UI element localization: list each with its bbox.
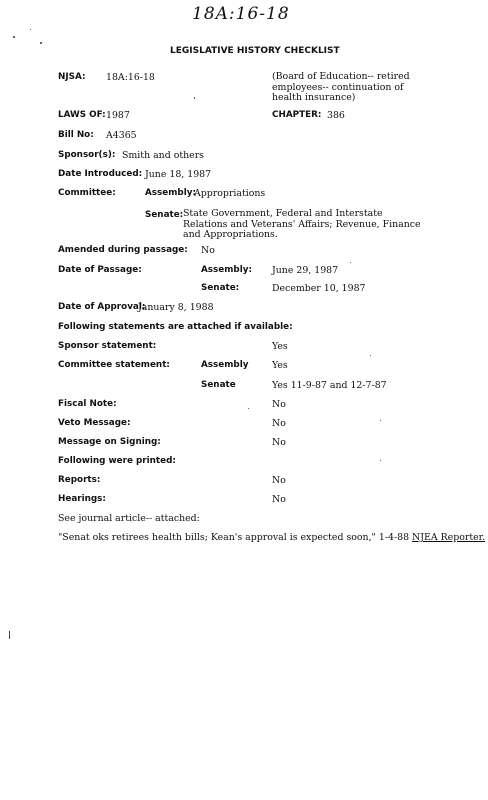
approval-value: January 8, 1988 bbox=[138, 302, 214, 313]
printed-heading: Following were printed: bbox=[58, 456, 176, 466]
passage-assembly-label: Assembly: bbox=[201, 265, 252, 275]
committee-senate-label: Senate: bbox=[145, 210, 184, 220]
chapter-label: CHAPTER: bbox=[272, 110, 322, 120]
passage-assembly-value: June 29, 1987 bbox=[272, 265, 339, 276]
passage-senate-label: Senate: bbox=[201, 283, 240, 293]
committee-statement-assembly-value: Yes bbox=[272, 360, 288, 371]
veto-message-value: No bbox=[272, 418, 286, 429]
committee-assembly-value: Appropriations bbox=[194, 188, 266, 199]
fiscal-note-value: No bbox=[272, 399, 286, 410]
committee-statement-label: Committee statement: bbox=[58, 360, 170, 370]
citation bbox=[58, 532, 485, 543]
laws-of-value: 1987 bbox=[106, 110, 130, 121]
scan-speck bbox=[40, 42, 42, 44]
scan-speck bbox=[30, 29, 31, 30]
scan-speck bbox=[380, 460, 381, 461]
scan-speck bbox=[194, 97, 195, 99]
bill-no-value: A4365 bbox=[106, 130, 137, 141]
committee-senate-value: State Government, Federal and Interstate Relations and Veterans' Affairs; Revenue, Finance and Appropriations. bbox=[183, 208, 421, 240]
sponsors-value: Smith and others bbox=[122, 150, 204, 161]
committee-label: Committee: bbox=[58, 188, 116, 198]
laws-of-label: LAWS OF: bbox=[58, 110, 106, 120]
sponsor-statement-value: Yes bbox=[272, 341, 288, 352]
amended-value: No bbox=[201, 245, 215, 256]
bill-description: (Board of Education-- retired employees-- continuation of health insurance) bbox=[272, 71, 410, 103]
scan-speck bbox=[370, 355, 371, 356]
passage-senate-value: December 10, 1987 bbox=[272, 283, 366, 294]
passage-label: Date of Passage: bbox=[58, 265, 142, 275]
date-introduced-value: June 18, 1987 bbox=[145, 169, 212, 180]
handwritten-reference-number: 18A:16-18 bbox=[192, 4, 290, 24]
fiscal-note-label: Fiscal Note: bbox=[58, 399, 117, 409]
reports-value: No bbox=[272, 475, 286, 486]
reports-label: Reports: bbox=[58, 475, 101, 485]
date-introduced-label: Date Introduced: bbox=[58, 169, 143, 179]
njsa-value: 18A:16-18 bbox=[106, 72, 155, 83]
sponsor-statement-label: Sponsor statement: bbox=[58, 341, 157, 351]
committee-statement-assembly-label: Assembly bbox=[201, 360, 249, 370]
scan-speck bbox=[380, 420, 381, 421]
scan-mark bbox=[9, 631, 10, 639]
scan-speck bbox=[248, 408, 249, 409]
chapter-value: 386 bbox=[327, 110, 345, 121]
message-signing-label: Message on Signing: bbox=[58, 437, 161, 447]
sponsors-label: Sponsor(s): bbox=[58, 150, 116, 160]
citation-source: NJEA Reporter. bbox=[412, 532, 486, 543]
message-signing-value: No bbox=[272, 437, 286, 448]
scan-speck bbox=[13, 36, 15, 38]
hearings-value: No bbox=[272, 494, 286, 505]
citation-quote: "Senat oks retirees health bills; Kean's approval is expected soon," 1-4-88 bbox=[58, 532, 410, 543]
committee-statement-senate-label: Senate bbox=[201, 380, 236, 390]
njsa-label: NJSA: bbox=[58, 72, 86, 82]
scan-speck bbox=[350, 262, 351, 263]
hearings-label: Hearings: bbox=[58, 494, 106, 504]
committee-statement-senate-value: Yes 11-9-87 and 12-7-87 bbox=[272, 380, 387, 391]
statements-heading: Following statements are attached if available: bbox=[58, 322, 293, 332]
approval-label: Date of Approval: bbox=[58, 302, 146, 312]
committee-assembly-label: Assembly: bbox=[145, 188, 196, 198]
amended-label: Amended during passage: bbox=[58, 245, 188, 255]
journal-note: See journal article-- attached: bbox=[58, 513, 200, 524]
veto-message-label: Veto Message: bbox=[58, 418, 131, 428]
page-title: LEGISLATIVE HISTORY CHECKLIST bbox=[170, 46, 340, 56]
bill-no-label: Bill No: bbox=[58, 130, 94, 140]
